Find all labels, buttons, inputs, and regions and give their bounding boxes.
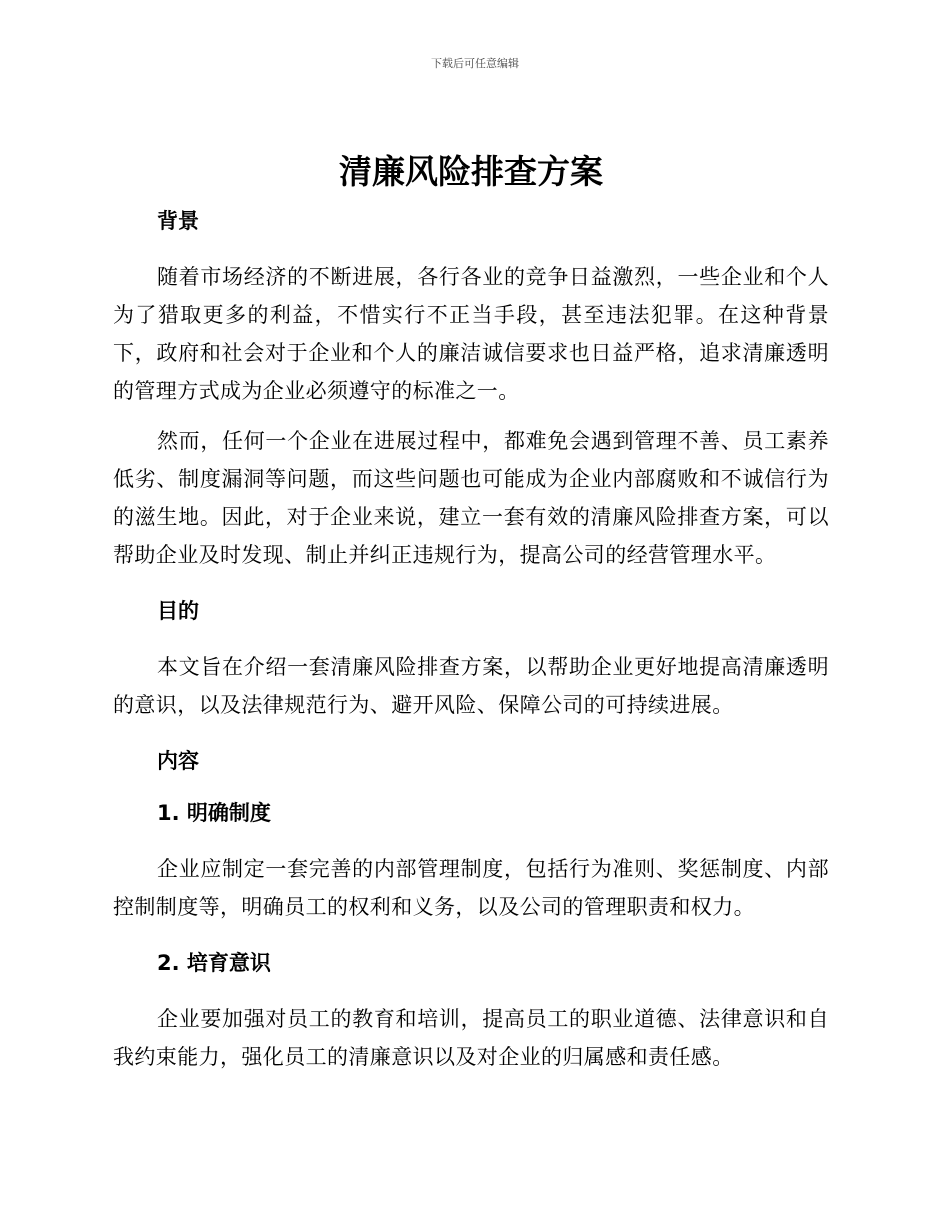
- document-title: 清廉风险排查方案: [339, 152, 603, 191]
- section-heading-purpose: 目的: [157, 599, 199, 623]
- background-paragraph-2: 然而，任何一个企业在进展过程中，都难免会遇到管理不善、员工素养低劣、制度漏洞等问题，而这些问题也可能成为企业内部腐败和不诚信行为的滋生地。因此，对于企业来说，建立一套有效的清廉风险排查方案，可以帮助企业及时发现、制止并纠正违规行为，提高公司的经营管理水平。: [113, 429, 829, 567]
- content-item-heading-2: 2. 培育意识: [157, 951, 271, 975]
- section-heading-background: 背景: [157, 209, 199, 233]
- content-item-heading-1: 1. 明确制度: [157, 801, 271, 825]
- purpose-paragraph: 本文旨在介绍一套清廉风险排查方案，以帮助企业更好地提高清廉透明的意识，以及法律规范行为、避开风险、保障公司的可持续进展。: [113, 655, 829, 717]
- header-note: 下载后可任意编辑: [431, 57, 519, 70]
- background-paragraph-1: 随着市场经济的不断进展，各行各业的竞争日益激烈，一些企业和个人为了猎取更多的利益，不惜实行不正当手段，甚至违法犯罪。在这种背景下，政府和社会对于企业和个人的廉洁诚信要求也日益严格，追求清廉透明的管理方式成为企业必须遵守的标准之一。: [113, 265, 829, 403]
- content-item-paragraph-2: 企业要加强对员工的教育和培训，提高员工的职业道德、法律意识和自我约束能力，强化员工的清廉意识以及对企业的归属感和责任感。: [113, 1007, 829, 1069]
- section-heading-content: 内容: [157, 749, 199, 773]
- content-item-paragraph-1: 企业应制定一套完善的内部管理制度，包括行为准则、奖惩制度、内部控制制度等，明确员工的权利和义务，以及公司的管理职责和权力。: [113, 857, 829, 919]
- document-body: [113, 150, 829, 1076]
